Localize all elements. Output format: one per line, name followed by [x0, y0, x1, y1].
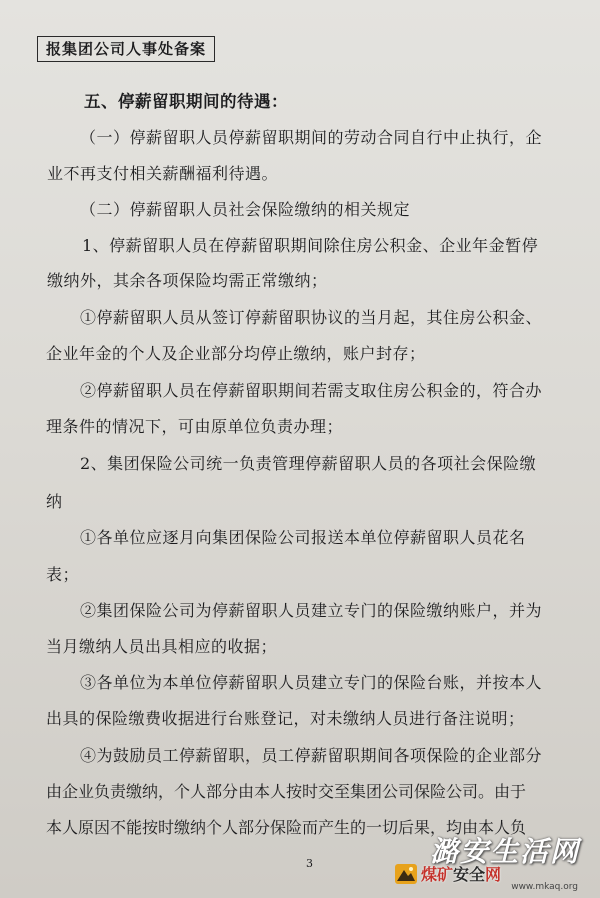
paragraph-line: （一）停薪留职人员停薪留职期间的劳动合同自行中止执行，企 — [80, 128, 543, 147]
paragraph-line: 1、停薪留职人员在停薪留职期间除住房公积金、企业年金暂停 — [82, 236, 539, 255]
paragraph-line: ③各单位为本单位停薪留职人员建立专门的保险台账，并按本人 — [80, 673, 543, 692]
paragraph-line: ①停薪留职人员从签订停薪留职协议的当月起，其住房公积金、 — [80, 308, 543, 327]
filing-stamp: 报集团公司人事处备案 — [37, 36, 215, 62]
paragraph-line: 企业年金的个人及企业部分均停止缴纳，账户封存； — [46, 344, 426, 363]
paragraph-line: ④为鼓励员工停薪留职，员工停薪留职期间各项保险的企业部分 — [80, 746, 543, 765]
paragraph-line: ②停薪留职人员在停薪留职期间若需支取住房公积金的，符合办 — [80, 381, 543, 400]
paragraph-line: 2、集团保险公司统一负责管理停薪留职人员的各项社会保险缴 — [80, 454, 537, 473]
paragraph-line: 本人原因不能按时缴纳个人部分保险而产生的一切后果，均由本人负 — [46, 818, 527, 837]
page-number: 3 — [306, 857, 313, 870]
paragraph-line: 业不再支付相关薪酬福利待遇。 — [47, 164, 279, 183]
watermark-url: www.mkaq.org — [511, 882, 578, 892]
paragraph-line: 出具的保险缴费收据进行台账登记，对未缴纳人员进行备注说明； — [46, 709, 525, 728]
paragraph-line: （二）停薪留职人员社会保险缴纳的相关规定 — [80, 200, 411, 219]
paragraph-line: 缴纳外，其余各项保险均需正常缴纳； — [47, 271, 328, 290]
paragraph-line: 由企业负责缴纳，个人部分由本人按时交至集团公司保险公司。由于 — [46, 782, 527, 801]
watermark-brand: 煤矿安全网 — [421, 865, 502, 884]
mountain-logo-icon — [395, 864, 417, 884]
paragraph-line: 纳 — [46, 492, 63, 511]
paragraph-line: ②集团保险公司为停薪留职人员建立专门的保险缴纳账户，并为 — [80, 601, 543, 620]
paragraph-line: ①各单位应逐月向集团保险公司报送本单位停薪留职人员花名 — [80, 528, 526, 547]
paragraph-line: 表； — [46, 565, 80, 584]
section-heading: 五、停薪留职期间的待遇： — [84, 92, 288, 111]
paragraph-line: 当月缴纳人员出具相应的收据； — [46, 637, 278, 656]
site-watermark — [387, 830, 592, 892]
paragraph-line: 理条件的情况下，可由原单位负责办理； — [46, 417, 344, 436]
watermark-title: 潞安生活网 — [429, 835, 580, 868]
